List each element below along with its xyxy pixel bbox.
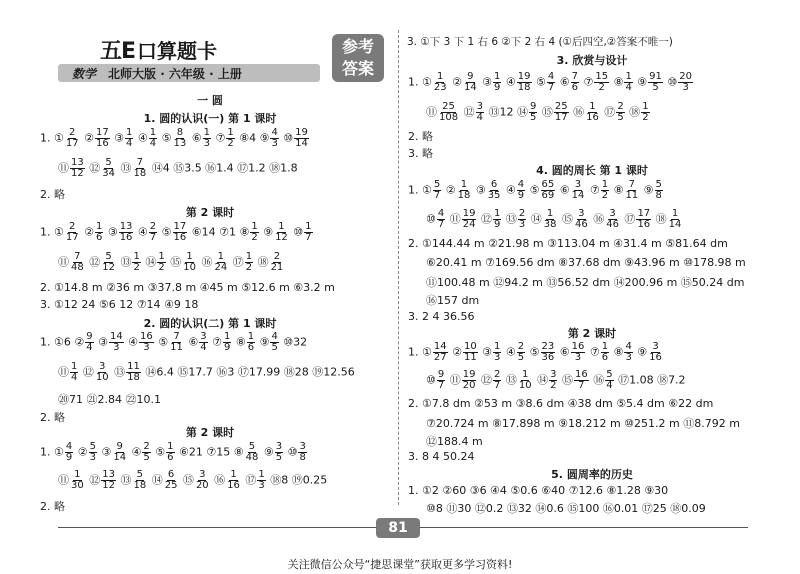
answer-line: 2. 略 xyxy=(408,130,433,143)
badge-line-2: 答案 xyxy=(341,59,374,78)
logo-title: 口算题卡 xyxy=(137,39,218,63)
answer-line: 1. ① $\frac{14}{27}$ ② $\frac{10}{11}$ ③ $\frac{1}{3}$ ④ $\frac{2}{5}$ ⑤ $\frac{23}{36}$ ⑥ $\frac{16}{3}$ ⑦ $\frac{1}{6}$ ⑧ $\frac{4}{3}$ ⑨ $\frac{3}{16}$ xyxy=(408,341,662,363)
answer-line: 3. 8 4 50.24 xyxy=(408,450,475,463)
column-divider xyxy=(398,30,399,505)
answer-line: 2. ①144.44 m ②21.98 m ③113.04 m ④31.4 m ⑤81.64 dm xyxy=(408,237,728,250)
answer-line: 1. ① $\frac{2}{17}$ ② $\frac{1}{6}$ ③ $\frac{13}{16}$ ④ $\frac{2}{7}$ ⑤ $\frac{17}{16}$ ⑥14 ⑦1 ⑧ $\frac{1}{2}$ ⑨ $\frac{1}{12}$ ⑩ $\frac{1}{7}$ xyxy=(40,221,312,243)
section-title: 第 2 课时 xyxy=(185,426,235,439)
answer-line: ⑫188.4 m xyxy=(426,435,483,448)
subject-label: 数学 xyxy=(72,66,97,81)
answer-line: 2. ①14.8 m ②36 m ③37.8 m ④45 m ⑤12.6 m ⑥3.2 m xyxy=(40,281,335,294)
answer-line: 2. 略 xyxy=(40,411,65,424)
answer-line: ⑪ $\frac{1}{4}$ ⑫ $\frac{3}{10}$ ⑬ $\frac{11}{18}$ ⑭6.4 ⑮17.7 ⑯3 ⑰17.99 ⑱28 ⑲12.56 xyxy=(58,361,355,383)
badge-line-1: 参考 xyxy=(341,37,374,56)
answer-line: ⑪100.48 m ⑫94.2 m ⑬56.52 dm ⑭200.96 m ⑮50.24 dm xyxy=(426,276,745,289)
answer-line: 3. 2 4 36.56 xyxy=(408,310,475,323)
answer-line: ⑯157 dm xyxy=(426,294,480,307)
answer-line: 3. 略 xyxy=(408,147,433,160)
section-title: 2. 圆的认识(二) 第 1 课时 xyxy=(143,317,277,330)
answer-line: ⑩ $\frac{4}{7}$ ⑪ $\frac{19}{24}$ ⑫ $\frac{1}{9}$ ⑬ $\frac{2}{3}$ ⑭ $\frac{1}{38}$ ⑮ $\frac{3}{46}$ ⑯ $\frac{3}{46}$ ⑰ $\frac{17}{16}$ ⑱ $\frac{1}{14}$ xyxy=(426,208,682,230)
answer-line: ⑦20.724 m ⑧17.898 m ⑨18.212 m ⑩251.2 m ⑪8.792 m xyxy=(426,417,740,430)
section-title: 3. 欣赏与设计 xyxy=(556,54,628,67)
edition-label: 北师大版 · 六年级 · 上册 xyxy=(108,66,242,81)
footer-note: 关注微信公众号“捷思课堂”获取更多学习资料! xyxy=(287,558,513,571)
answer-line: 1. ① $\frac{2}{17}$ ② $\frac{17}{16}$ ③ $\frac{1}{4}$ ④ $\frac{1}{4}$ ⑤ $\frac{8}{13}$ ⑥ $\frac{1}{3}$ ⑦ $\frac{1}{2}$ ⑧4 ⑨ $\frac{4}{3}$ ⑩ $\frac{19}{14}$ xyxy=(40,127,308,149)
answer-line: ⑳71 ㉑2.84 ㉒10.1 xyxy=(58,393,161,406)
answer-line: 1. ① $\frac{5}{7}$ ② $\frac{1}{18}$ ③ $\frac{6}{35}$ ④ $\frac{4}{9}$ ⑤ $\frac{65}{69}$ ⑥ $\frac{3}{14}$ ⑦ $\frac{1}{2}$ ⑧ $\frac{7}{11}$ ⑨ $\frac{5}{8}$ xyxy=(408,179,662,201)
answer-line: ⑩ $\frac{9}{7}$ ⑪ $\frac{19}{20}$ ⑫ $\frac{2}{7}$ ⑬ $\frac{1}{10}$ ⑭ $\frac{3}{2}$ ⑮ $\frac{16}{7}$ ⑯ $\frac{5}{4}$ ⑰1.08 ⑱7.2 xyxy=(426,369,686,391)
answer-line: ⑪ $\frac{25}{108}$ ⑫ $\frac{3}{4}$ ⑬12 ⑭ $\frac{9}{5}$ ⑮ $\frac{25}{17}$ ⑯ $\frac{1}{16}$ ⑰ $\frac{2}{5}$ ⑱ $\frac{1}{2}$ xyxy=(426,101,649,123)
section-title: 4. 圆的周长 第 1 课时 xyxy=(536,164,648,177)
brand-logo xyxy=(100,34,217,65)
answer-line: ⑪ $\frac{7}{48}$ ⑫ $\frac{5}{12}$ ⑬ $\frac{1}{2}$ ⑭ $\frac{1}{2}$ ⑮ $\frac{1}{10}$ ⑯ $\frac{1}{24}$ ⑰ $\frac{1}{2}$ ⑱ $\frac{2}{21}$ xyxy=(58,251,284,273)
answer-line: 3. ①下 3 下 1 右 6 ②下 2 右 4 (①后四空,②答案不唯一) xyxy=(407,36,673,48)
answer-line: 1. ①2 ②60 ③6 ④4 ⑤0.6 ⑥40 ⑦12.6 ⑧1.28 ⑨30 xyxy=(408,484,669,497)
section-title: 5. 圆周率的历史 xyxy=(551,468,633,481)
answer-line: 1. ① $\frac{1}{23}$ ② $\frac{9}{14}$ ③ $\frac{1}{9}$ ④ $\frac{19}{18}$ ⑤ $\frac{4}{7}$ ⑥ $\frac{7}{6}$ ⑦ $\frac{15}{2}$ ⑧ $\frac{1}{4}$ ⑨ $\frac{91}{5}$ ⑩ $\frac{20}{3}$ xyxy=(408,71,692,93)
page-number: 81 xyxy=(376,518,420,538)
edition-bar xyxy=(58,64,320,82)
answer-line: 1. ①6 ② $\frac{9}{4}$ ③ $\frac{14}{3}$ ④ $\frac{16}{3}$ ⑤ $\frac{7}{11}$ ⑥ $\frac{3}{4}$ ⑦ $\frac{1}{9}$ ⑧ $\frac{1}{6}$ ⑨ $\frac{4}{5}$ ⑩32 xyxy=(40,331,308,353)
unit-title: 一 圆 xyxy=(197,94,223,107)
answer-line: 2. ①7.8 dm ②53 m ③8.6 dm ④38 dm ⑤5.4 dm ⑥22 dm xyxy=(408,397,714,410)
answer-line: ⑪ $\frac{1}{30}$ ⑫ $\frac{13}{12}$ ⑬ $\frac{5}{18}$ ⑭ $\frac{6}{25}$ ⑮ $\frac{3}{20}$ ⑯ $\frac{1}{16}$ ⑰ $\frac{1}{3}$ ⑱8 ⑲0.25 xyxy=(58,469,328,491)
logo-mark: 五E xyxy=(100,39,136,64)
section-title: 1. 圆的认识(一) 第 1 课时 xyxy=(143,112,277,125)
section-title: 第 2 课时 xyxy=(567,327,617,340)
answer-line: ⑪ $\frac{13}{12}$ ⑫ $\frac{5}{34}$ ⑬ $\frac{7}{18}$ ⑭4 ⑮3.5 ⑯1.4 ⑰1.2 ⑱1.8 xyxy=(58,157,298,179)
answer-line: 2. 略 xyxy=(40,188,65,201)
section-title: 第 2 课时 xyxy=(185,206,235,219)
answer-key-badge xyxy=(332,34,384,82)
answer-line: ⑩8 ⑪30 ⑫0.2 ⑬32 ⑭0.6 ⑮100 ⑯0.01 ⑰25 ⑱0.09 xyxy=(426,502,706,515)
answer-line: 3. ①12 24 ⑤6 12 ⑦14 ④9 18 xyxy=(40,298,199,311)
answer-line: ⑥20.41 m ⑦169.56 dm ⑧37.68 dm ⑨43.96 m ⑩178.98 m xyxy=(426,256,746,269)
answer-line: 1. ① $\frac{4}{9}$ ② $\frac{5}{3}$ ③ $\frac{9}{14}$ ④ $\frac{2}{5}$ ⑤ $\frac{1}{6}$ ⑥21 ⑦15 ⑧ $\frac{5}{48}$ ⑨ $\frac{3}{5}$ ⑩ $\frac{3}{8}$ xyxy=(40,441,306,463)
answer-line: 2. 略 xyxy=(40,500,65,513)
